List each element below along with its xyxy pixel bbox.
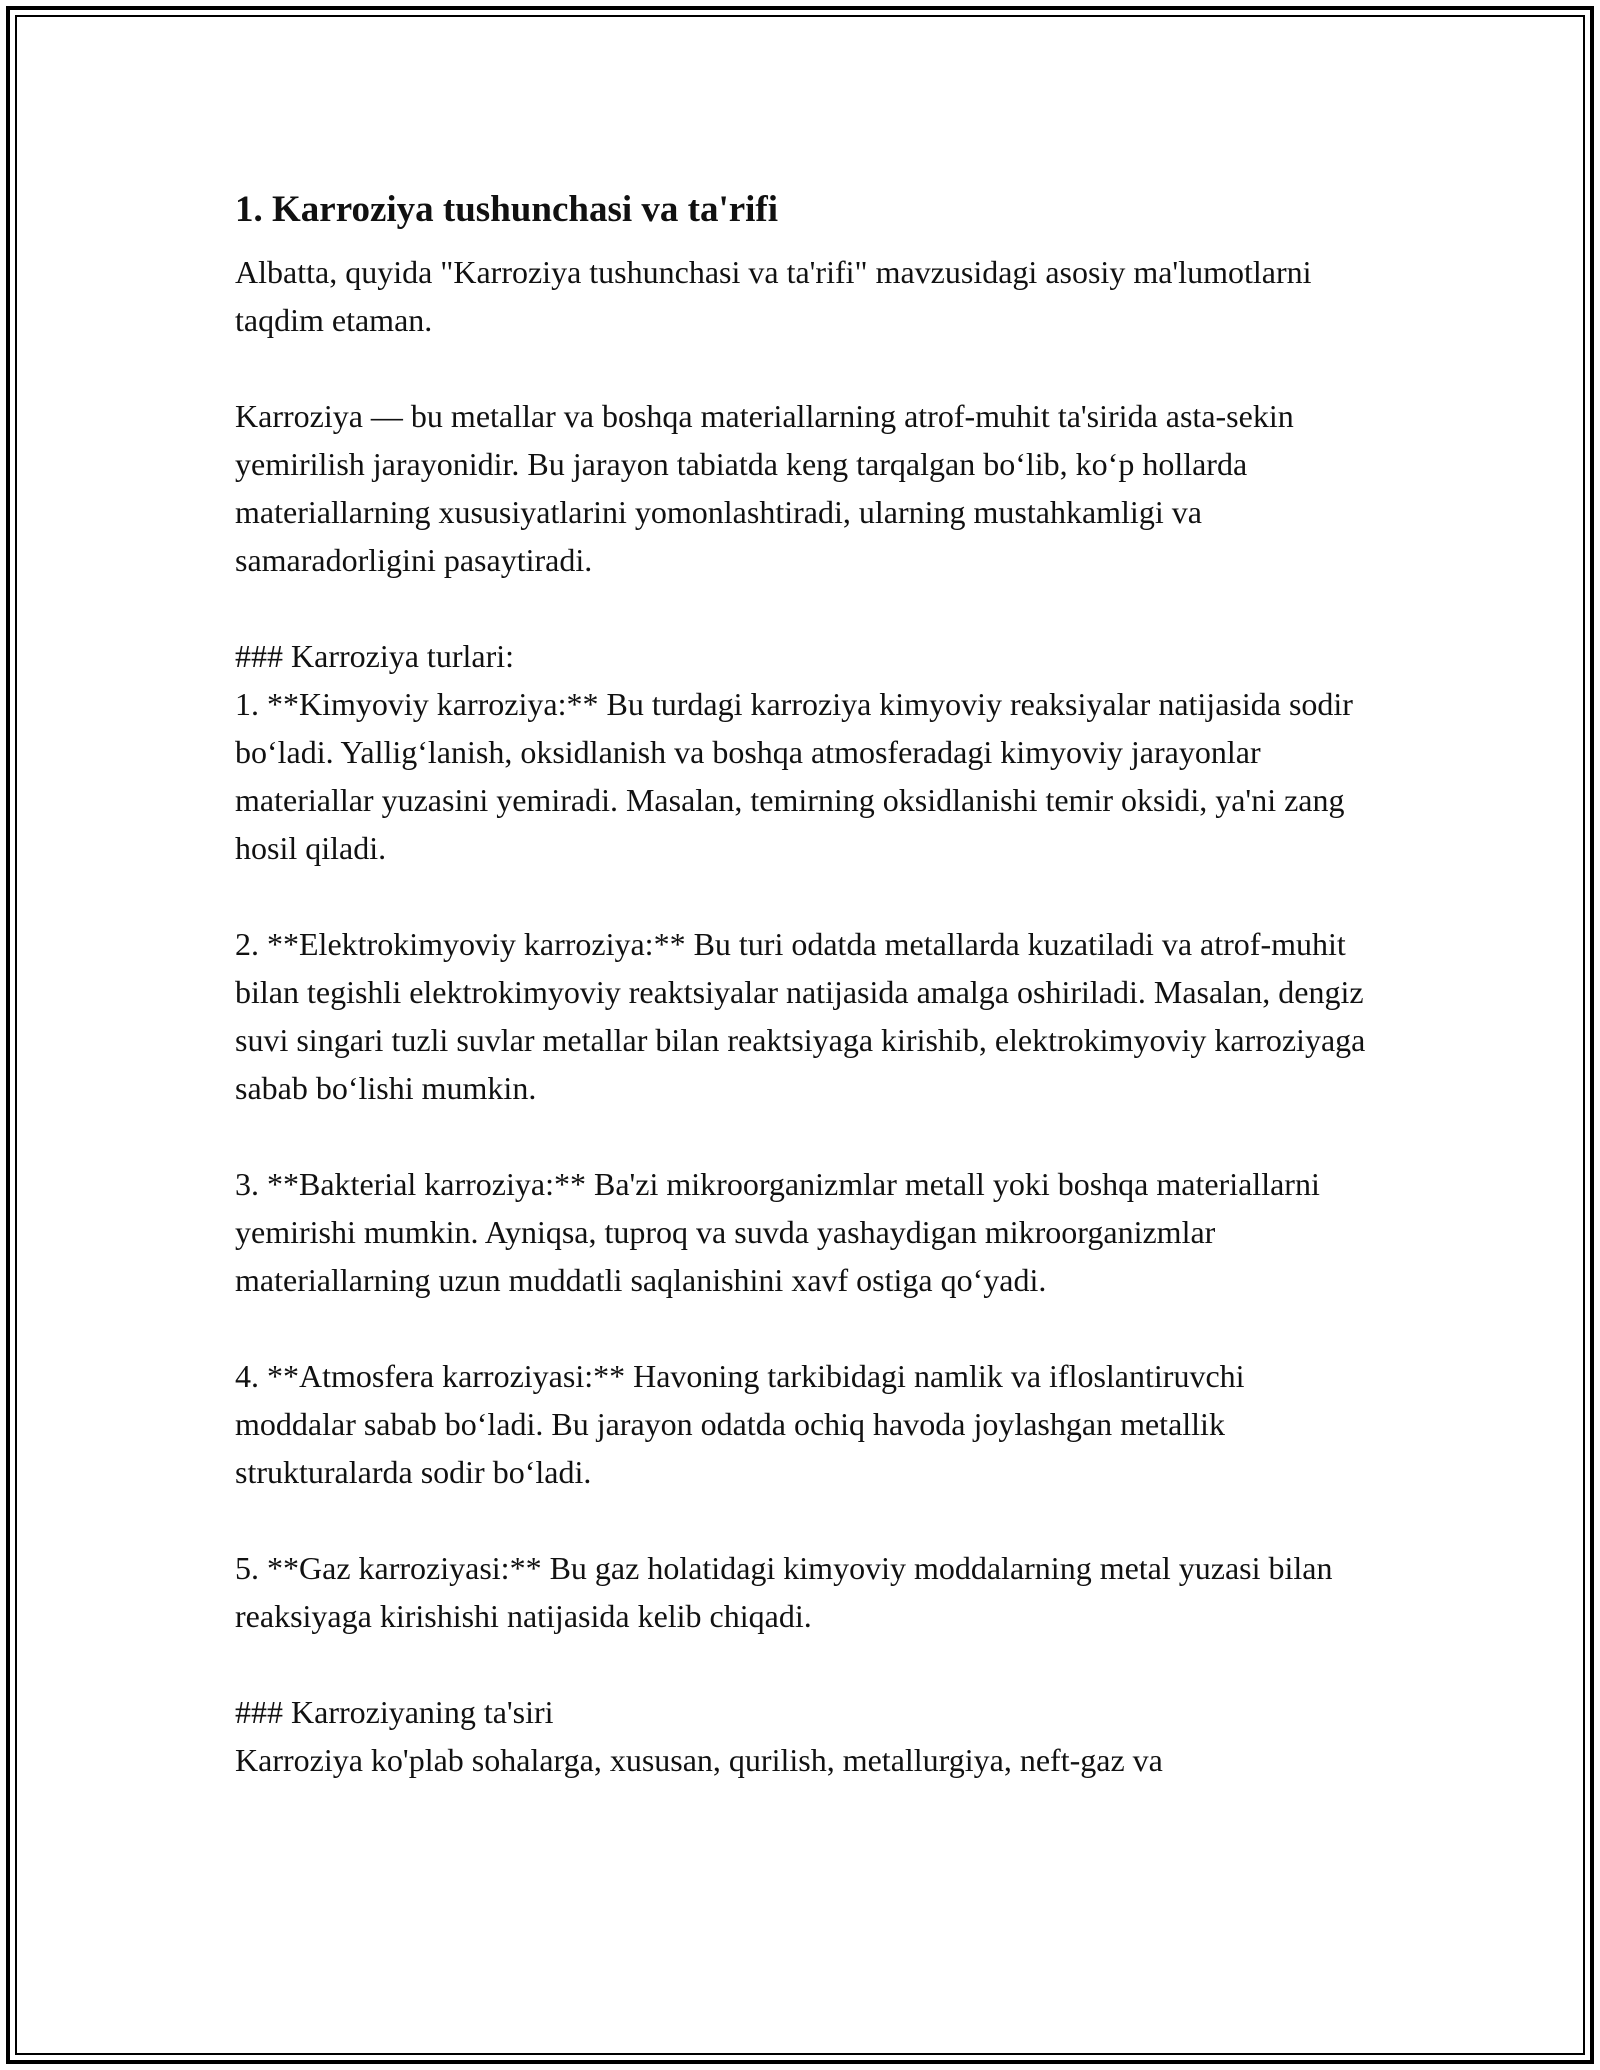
impact-heading: ### Karroziyaning ta'siri	[235, 1694, 554, 1730]
type-item-atmospheric: 4. **Atmosfera karroziyasi:** Havoning tarkibidagi namlik va ifloslantiruvchi moddalar sabab boʻladi. Bu jarayon odatda ochiq havoda joylashgan metallik strukturalarda sodir boʻladi.	[235, 1358, 1245, 1490]
type-item-electrochemical: 2. **Elektrokimyoviy karroziya:** Bu turi odatda metallarda kuzatiladi va atrof-muhit bilan tegishli elektrokimyoviy reaktsiyalar natijasida amalga oshiriladi. Masalan, dengiz suvi singari tuzli suvlar metallar bilan reaktsiyaga kirishib, elektrokimyoviy karroziyaga sabab boʻlishi mumkin.	[235, 926, 1366, 1106]
document-body	[235, 186, 1370, 1784]
type-item-chemical: 1. **Kimyoviy karroziya:** Bu turdagi karroziya kimyoviy reaksiyalar natijasida sodir boʻladi. Yalligʻlanish, oksidlanish va boshqa atmosferadagi kimyoviy jarayonlar materiallar yuzasini yemiradi. Masalan, temirning oksidlanishi temir oksidi, ya'ni zang hosil qiladi.	[235, 686, 1353, 866]
type-item-gas: 5. **Gaz karroziyasi:** Bu gaz holatidagi kimyoviy moddalarning metal yuzasi bilan reaksiyaga kirishishi natijasida kelib chiqadi.	[235, 1550, 1333, 1634]
impact-paragraph: Karroziya ko'plab sohalarga, xususan, qurilish, metallurgiya, neft-gaz va	[235, 1742, 1163, 1778]
document-title: 1. Karroziya tushunchasi va ta'rifi	[235, 189, 779, 230]
definition-paragraph: Karroziya — bu metallar va boshqa materiallarning atrof-muhit ta'sirida asta-sekin yemirilish jarayonidir. Bu jarayon tabiatda keng tarqalgan boʻlib, koʻp hollarda materiallarning xususiyatlarini yomonlashtiradi, ularning mustahkamligi va samaradorligini pasaytiradi.	[235, 398, 1294, 578]
intro-paragraph: Albatta, quyida "Karroziya tushunchasi va ta'rifi" mavzusidagi asosiy ma'lumotlarni taqdim etaman.	[235, 254, 1312, 338]
type-item-bacterial: 3. **Bakterial karroziya:** Ba'zi mikroorganizmlar metall yoki boshqa materiallarni yemirishi mumkin. Ayniqsa, tuproq va suvda yashaydigan mikroorganizmlar materiallarning uzun muddatli saqlanishini xavf ostiga qoʻyadi.	[235, 1166, 1320, 1298]
types-heading: ### Karroziya turlari:	[235, 638, 514, 674]
